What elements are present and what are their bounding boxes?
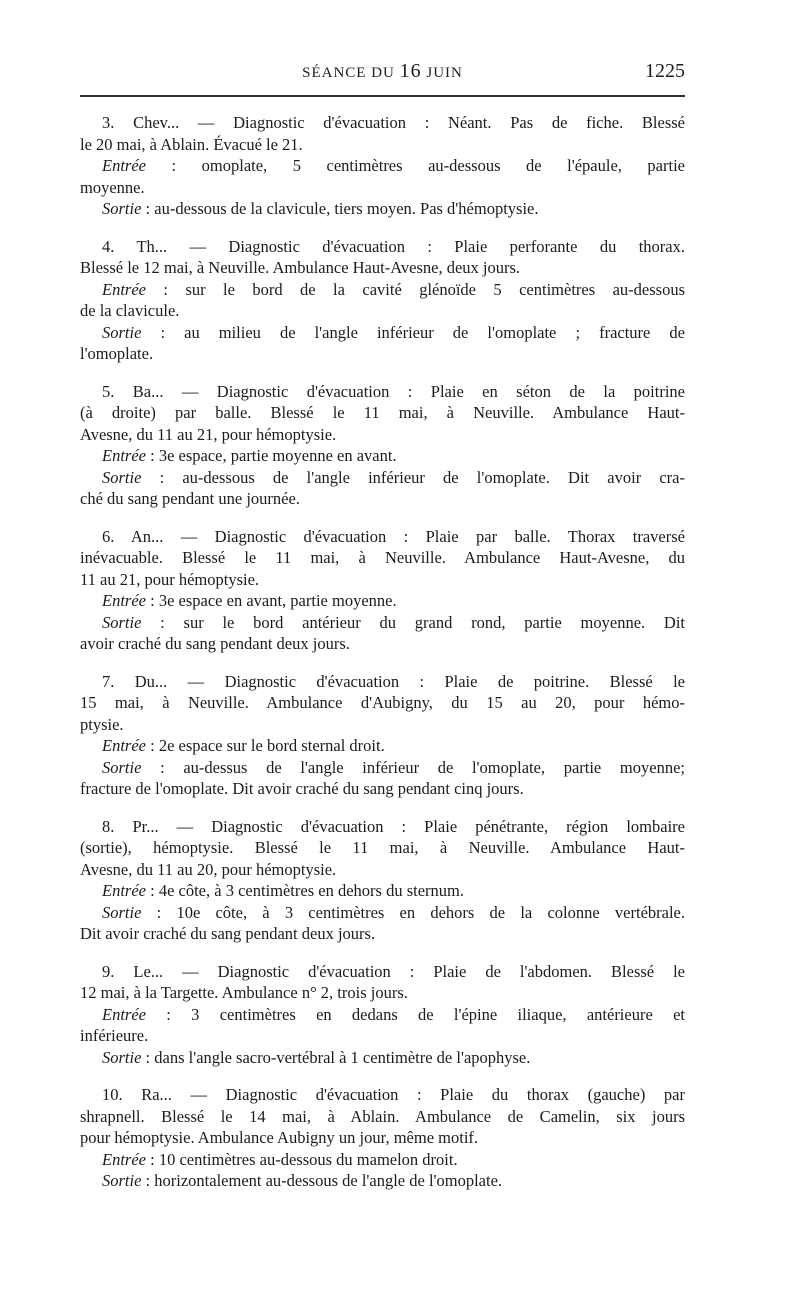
- case-entry: [80, 961, 685, 1069]
- entry-wound-line: [80, 177, 685, 199]
- case-text-line: 6. An... — Diagnostic d'évacuation : Plaie par balle. Thorax traversé: [102, 526, 685, 546]
- exit-wound-line: [80, 343, 685, 365]
- case-text-line: 3. Chev... — Diagnostic d'évacuation : Néant. Pas de fiche. Blessé: [102, 113, 685, 132]
- entry-wound-line: Entrée : sur le bord de la cavité glénoïde 5 centimètres au-dessous: [102, 279, 685, 299]
- case-entry: [80, 1084, 685, 1192]
- wound-description: au milieu de l'angle inférieur de l'omoplate ; fracture de: [184, 322, 685, 342]
- case-entry: [80, 381, 685, 510]
- case-entry: [80, 671, 685, 800]
- wound-label: Entrée: [102, 1004, 146, 1024]
- wound-description: ché du sang pendant une journée.: [80, 489, 300, 508]
- running-title-month: JUIN: [426, 65, 463, 81]
- case-text-line: 8. Pr... — Diagnostic d'évacuation : Plaie pénétrante, région lombaire: [102, 816, 685, 836]
- exit-wound-line: Sortie : au-dessous de la clavicule, tiers moyen. Pas d'hémoptysie.: [102, 199, 539, 218]
- case-text-line: inévacuable. Blessé le 11 mai, à Neuville. Ambulance Haut-Avesne, du: [80, 548, 685, 567]
- wound-label: Sortie: [102, 467, 142, 487]
- wound-label: Sortie: [102, 322, 142, 342]
- entry-wound-line: [80, 1025, 685, 1047]
- case-text-line: 9. Le... — Diagnostic d'évacuation : Plaie de l'abdomen. Blessé le: [102, 961, 685, 981]
- case-text-line: (à droite) par balle. Blessé le 11 mai, à Neuville. Ambulance Haut-: [80, 403, 685, 422]
- case-entry: [80, 112, 685, 220]
- case-text-line: pour hémoptysie. Ambulance Aubigny un jour, même motif.: [80, 1128, 479, 1147]
- exit-wound-line: [80, 923, 685, 945]
- case-text-line: le 20 mai, à Ablain. Évacué le 21.: [80, 134, 303, 154]
- wound-description: au-dessous de la clavicule, tiers moyen. Pas d'hémoptysie.: [154, 199, 539, 218]
- wound-label: Entrée: [102, 881, 146, 900]
- case-entry: [80, 816, 685, 945]
- case-text-line: 10. Ra... — Diagnostic d'évacuation : Plaie du thorax (gauche) par: [102, 1085, 685, 1104]
- wound-label: Sortie: [102, 757, 142, 777]
- case-list: [80, 112, 685, 1208]
- exit-wound-line: Sortie : dans l'angle sacro-vertébral à 1 centimètre de l'apophyse.: [102, 1047, 531, 1067]
- case-text-line: 15 mai, à Neuville. Ambulance d'Aubigny, du 15 au 20, pour hémo-: [80, 693, 685, 712]
- case-text-line: 12 mai, à la Targette. Ambulance n° 2, trois jours.: [80, 983, 408, 1002]
- wound-description: avoir craché du sang pendant deux jours.: [80, 634, 350, 653]
- exit-wound-line: Sortie : horizontalement au-dessous de l'angle de l'omoplate.: [102, 1171, 503, 1190]
- exit-wound-line: Sortie : au milieu de l'angle inférieur de l'omoplate ; fracture de: [102, 322, 685, 342]
- wound-label: Sortie: [102, 1171, 142, 1190]
- entry-wound-line: Entrée : 3e espace, partie moyenne en avant.: [102, 446, 397, 465]
- wound-label: Entrée: [102, 591, 146, 610]
- exit-wound-line: [80, 633, 685, 655]
- exit-wound-line: Sortie : au-dessous de l'angle inférieur de l'omoplate. Dit avoir cra-: [102, 467, 685, 487]
- wound-description: sur le bord antérieur du grand rond, partie moyenne. Dit: [183, 612, 685, 632]
- entry-wound-line: Entrée : 4e côte, à 3 centimètres en dehors du sternum.: [102, 881, 464, 900]
- wound-label: Sortie: [102, 199, 142, 218]
- exit-wound-line: Sortie : au-dessus de l'angle inférieur de l'omoplate, partie moyenne;: [102, 757, 685, 777]
- wound-description: horizontalement au-dessous de l'angle de l'omoplate.: [154, 1171, 503, 1190]
- wound-description: 3e espace, partie moyenne en avant.: [158, 446, 397, 465]
- running-title-day: 16: [399, 60, 422, 82]
- wound-description: 4e côte, à 3 centimètres en dehors du sternum.: [158, 881, 464, 900]
- entry-wound-line: Entrée : 3e espace en avant, partie moyenne.: [102, 591, 397, 610]
- page-header: [80, 56, 685, 86]
- case-text-line: 4. Th... — Diagnostic d'évacuation : Plaie perforante du thorax.: [102, 236, 685, 256]
- wound-description: Dit avoir craché du sang pendant deux jours.: [80, 924, 376, 943]
- wound-description: 10 centimètres au-dessous du mamelon droit.: [158, 1149, 458, 1169]
- case-text-line: Blessé le 12 mai, à Neuville. Ambulance Haut-Avesne, deux jours.: [80, 258, 521, 277]
- wound-description: 3 centimètres en dedans de l'épine iliaque, antérieure et: [191, 1004, 685, 1024]
- wound-description: au-dessus de l'angle inférieur de l'omoplate, partie moyenne;: [183, 757, 685, 777]
- exit-wound-line: [80, 488, 685, 510]
- wound-description: 10e côte, à 3 centimètres en dehors de la colonne vertébrale.: [176, 902, 685, 922]
- case-text-line: 7. Du... — Diagnostic d'évacuation : Plaie de poitrine. Blessé le: [102, 671, 685, 691]
- entry-wound-line: Entrée : omoplate, 5 centimètres au-dessous de l'épaule, partie: [102, 156, 685, 175]
- wound-description: au-dessous de l'angle inférieur de l'omoplate. Dit avoir cra-: [182, 467, 685, 487]
- wound-description: 2e espace sur le bord sternal droit.: [158, 736, 385, 755]
- wound-description: de la clavicule.: [80, 301, 180, 320]
- entry-wound-line: Entrée : 3 centimètres en dedans de l'épine iliaque, antérieure et: [102, 1004, 685, 1024]
- wound-description: dans l'angle sacro-vertébral à 1 centimètre de l'apophyse.: [154, 1047, 531, 1067]
- wound-label: Entrée: [102, 279, 146, 299]
- wound-description: sur le bord de la cavité glénoïde 5 centimètres au-dessous: [185, 279, 685, 299]
- entry-wound-line: Entrée : 10 centimètres au-dessous du mamelon droit.: [102, 1149, 458, 1169]
- wound-label: Entrée: [102, 736, 146, 755]
- wound-description: inférieure.: [80, 1026, 149, 1045]
- case-entry: [80, 236, 685, 365]
- entry-wound-line: [80, 300, 685, 322]
- wound-label: Sortie: [102, 1047, 142, 1067]
- wound-description: omoplate, 5 centimètres au-dessous de l'épaule, partie: [201, 156, 685, 175]
- wound-label: Entrée: [102, 1149, 146, 1169]
- header-rule: [80, 95, 685, 97]
- wound-description: l'omoplate.: [80, 344, 154, 363]
- case-text-line: (sortie), hémoptysie. Blessé le 11 mai, à Neuville. Ambulance Haut-: [80, 838, 685, 857]
- wound-label: Sortie: [102, 902, 142, 922]
- wound-description: moyenne.: [80, 177, 145, 197]
- exit-wound-line: Sortie : sur le bord antérieur du grand rond, partie moyenne. Dit: [102, 612, 685, 632]
- wound-label: Entrée: [102, 446, 146, 465]
- case-text-line: ptysie.: [80, 714, 124, 734]
- case-text-line: 5. Ba... — Diagnostic d'évacuation : Plaie en séton de la poitrine: [102, 381, 685, 401]
- wound-label: Sortie: [102, 612, 142, 632]
- exit-wound-line: Sortie : 10e côte, à 3 centimètres en dehors de la colonne vertébrale.: [102, 902, 685, 922]
- running-title-text: SÉANCE DU: [302, 65, 395, 81]
- entry-wound-line: Entrée : 2e espace sur le bord sternal droit.: [102, 736, 385, 755]
- case-text-line: Avesne, du 11 au 20, pour hémoptysie.: [80, 859, 337, 879]
- case-text-line: shrapnell. Blessé le 14 mai, à Ablain. Ambulance de Camelin, six jours: [80, 1106, 685, 1126]
- case-text-line: Avesne, du 11 au 21, pour hémoptysie.: [80, 424, 337, 444]
- case-text-line: 11 au 21, pour hémoptysie.: [80, 569, 260, 589]
- running-title: [80, 56, 685, 88]
- case-entry: [80, 526, 685, 655]
- exit-wound-line: [80, 778, 685, 800]
- page-number: 1225: [645, 60, 685, 82]
- wound-label: Entrée: [102, 156, 146, 175]
- wound-description: fracture de l'omoplate. Dit avoir craché du sang pendant cinq jours.: [80, 779, 524, 798]
- wound-description: 3e espace en avant, partie moyenne.: [158, 591, 397, 610]
